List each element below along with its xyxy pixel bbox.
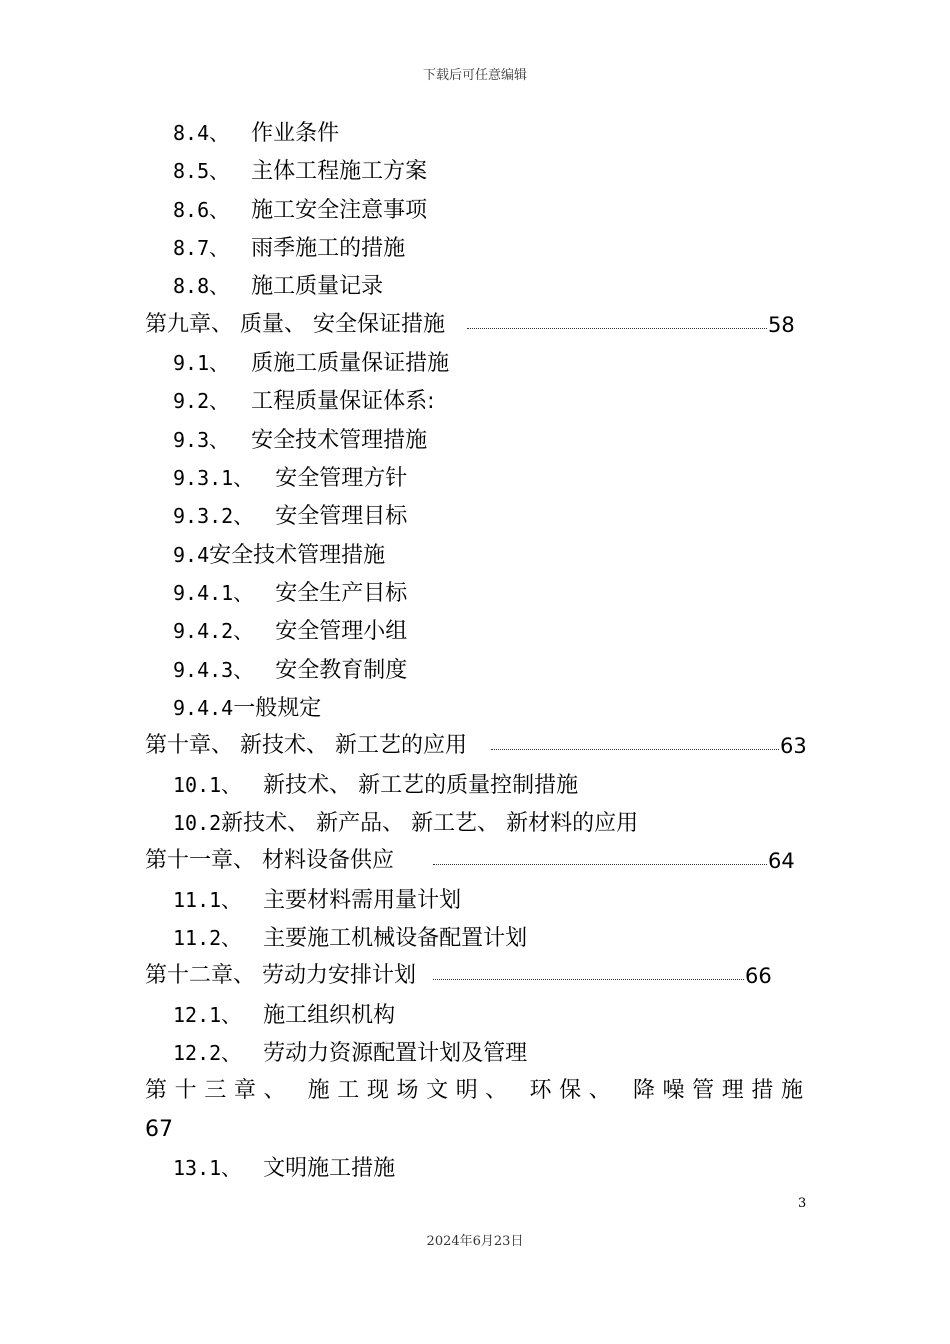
toc-entry-title: 劳动力资源配置计划及管理 [263,1041,528,1066]
toc-page-number: 58 [768,313,795,337]
toc-entry-number: 9.4.3、 [173,658,254,682]
toc-entry-title: 施工安全注意事项 [251,198,428,223]
toc-entry-number: 9.3、 [173,428,230,452]
toc-entry-title: 新技术、 新工艺的质量控制措施 [263,773,579,798]
toc-entry-title: 新技术、 新产品、 新工艺、 新材料的应用 [221,811,639,836]
toc-chapter-12[interactable] [145,957,805,995]
toc-entry-13-1[interactable] [173,1149,395,1187]
toc-entry-title: 安全管理方针 [275,466,408,491]
toc-entry-number: 12.1、 [173,1003,242,1027]
toc-entry-title: 安全管理目标 [275,504,408,529]
toc-entry-number: 8.5、 [173,159,230,183]
toc-entry-9-3-2[interactable] [173,497,407,535]
toc-entry-title: 工程质量保证体系: [251,389,435,414]
toc-chapter-11[interactable] [145,842,805,880]
toc-leader-dots [433,979,744,980]
toc-entry-number: 9.3.1、 [173,466,254,490]
toc-entry-8-5[interactable] [173,152,427,190]
toc-entry-title: 施工组织机构 [263,1003,396,1028]
toc-entry-title: 作业条件 [251,121,340,146]
toc-leader-dots [491,749,779,750]
toc-page-number: 64 [768,849,795,873]
toc-entry-title: 主体工程施工方案 [251,159,428,184]
toc-chapter-title: 第十一章、 材料设备供应 [145,848,394,873]
toc-entry-number: 8.4、 [173,121,230,145]
toc-entry-number: 9.4.4 [173,696,234,720]
toc-entry-9-3[interactable] [173,421,427,459]
toc-entry-9-4-3[interactable] [173,651,407,689]
toc-page-number: 67 [145,1117,173,1142]
toc-entry-number: 8.8、 [173,274,230,298]
toc-entry-9-1[interactable] [173,344,449,382]
toc-entry-11-2[interactable] [173,919,527,957]
toc-chapter-title: 第九章、 质量、 安全保证措施 [145,312,445,337]
toc-entry-11-1[interactable] [173,881,461,919]
toc-entry-9-4-1[interactable] [173,574,407,612]
toc-entry-title: 雨季施工的措施 [251,236,406,261]
toc-entry-9-4-2[interactable] [173,612,407,650]
toc-entry-title: 安全技术管理措施 [251,428,428,453]
page-header: 下载后可任意编辑 [422,68,527,83]
toc-entry-number: 9.1、 [173,351,230,375]
toc-entry-12-2[interactable] [173,1034,527,1072]
toc-entry-number: 9.4.2、 [173,619,254,643]
toc-entry-number: 11.2、 [173,926,242,950]
page-footer-date: 2024年6月23日 [426,1234,524,1249]
toc-entry-number: 9.3.2、 [173,504,254,528]
toc-entry-8-4[interactable] [173,114,339,152]
toc-chapter-9[interactable] [145,306,805,344]
toc-entry-number: 9.2、 [173,389,230,413]
toc-entry-9-2[interactable] [173,382,435,420]
toc-chapter-10[interactable] [145,727,805,765]
toc-leader-dots [467,328,767,329]
toc-chapter-title: 第十二章、 劳动力安排计划 [145,963,416,988]
toc-entry-title: 主要材料需用量计划 [263,888,462,913]
toc-entry-number: 9.4 [173,543,210,567]
toc-entry-number: 9.4.1、 [173,581,254,605]
toc-entry-9-4[interactable] [173,536,385,574]
toc-entry-10-2[interactable] [173,804,638,842]
toc-leader-dots [433,864,767,865]
toc-entry-number: 8.6、 [173,198,230,222]
toc-entry-title: 安全技术管理措施 [209,543,386,568]
toc-entry-number: 8.7、 [173,236,230,260]
toc-chapter-13-title[interactable]: 第十三章、 施工现场文明、 环保、 降噪管理措施 [145,1078,805,1103]
toc-page-number: 63 [780,734,807,758]
toc-entry-title: 安全生产目标 [275,581,408,606]
toc-entry-number: 13.1、 [173,1156,242,1180]
toc-entry-title: 文明施工措施 [263,1156,396,1181]
toc-chapter-13-page[interactable] [145,1111,173,1149]
toc-entry-9-4-4[interactable] [173,689,321,727]
toc-entry-number: 10.1、 [173,773,242,797]
toc-entry-10-1[interactable] [173,766,578,804]
toc-entry-title: 一般规定 [233,696,322,721]
toc-entry-number: 10.2 [173,811,222,835]
toc-entry-9-3-1[interactable] [173,459,407,497]
toc-entry-12-1[interactable] [173,996,395,1034]
toc-entry-8-7[interactable] [173,229,405,267]
toc-entry-title: 施工质量记录 [251,274,384,299]
toc-entry-title: 安全管理小组 [275,619,408,644]
toc-entry-number: 11.1、 [173,888,242,912]
toc-entry-title: 安全教育制度 [275,658,408,683]
toc-entry-number: 12.2、 [173,1041,242,1065]
toc-entry-8-8[interactable] [173,267,383,305]
toc-page-number: 66 [745,964,772,988]
toc-entry-title: 主要施工机械设备配置计划 [263,926,528,951]
toc-entry-8-6[interactable] [173,191,427,229]
toc-entry-title: 质施工质量保证措施 [251,351,450,376]
page-number: 3 [798,1196,807,1211]
toc-chapter-title: 第十章、 新技术、 新工艺的应用 [145,733,467,758]
